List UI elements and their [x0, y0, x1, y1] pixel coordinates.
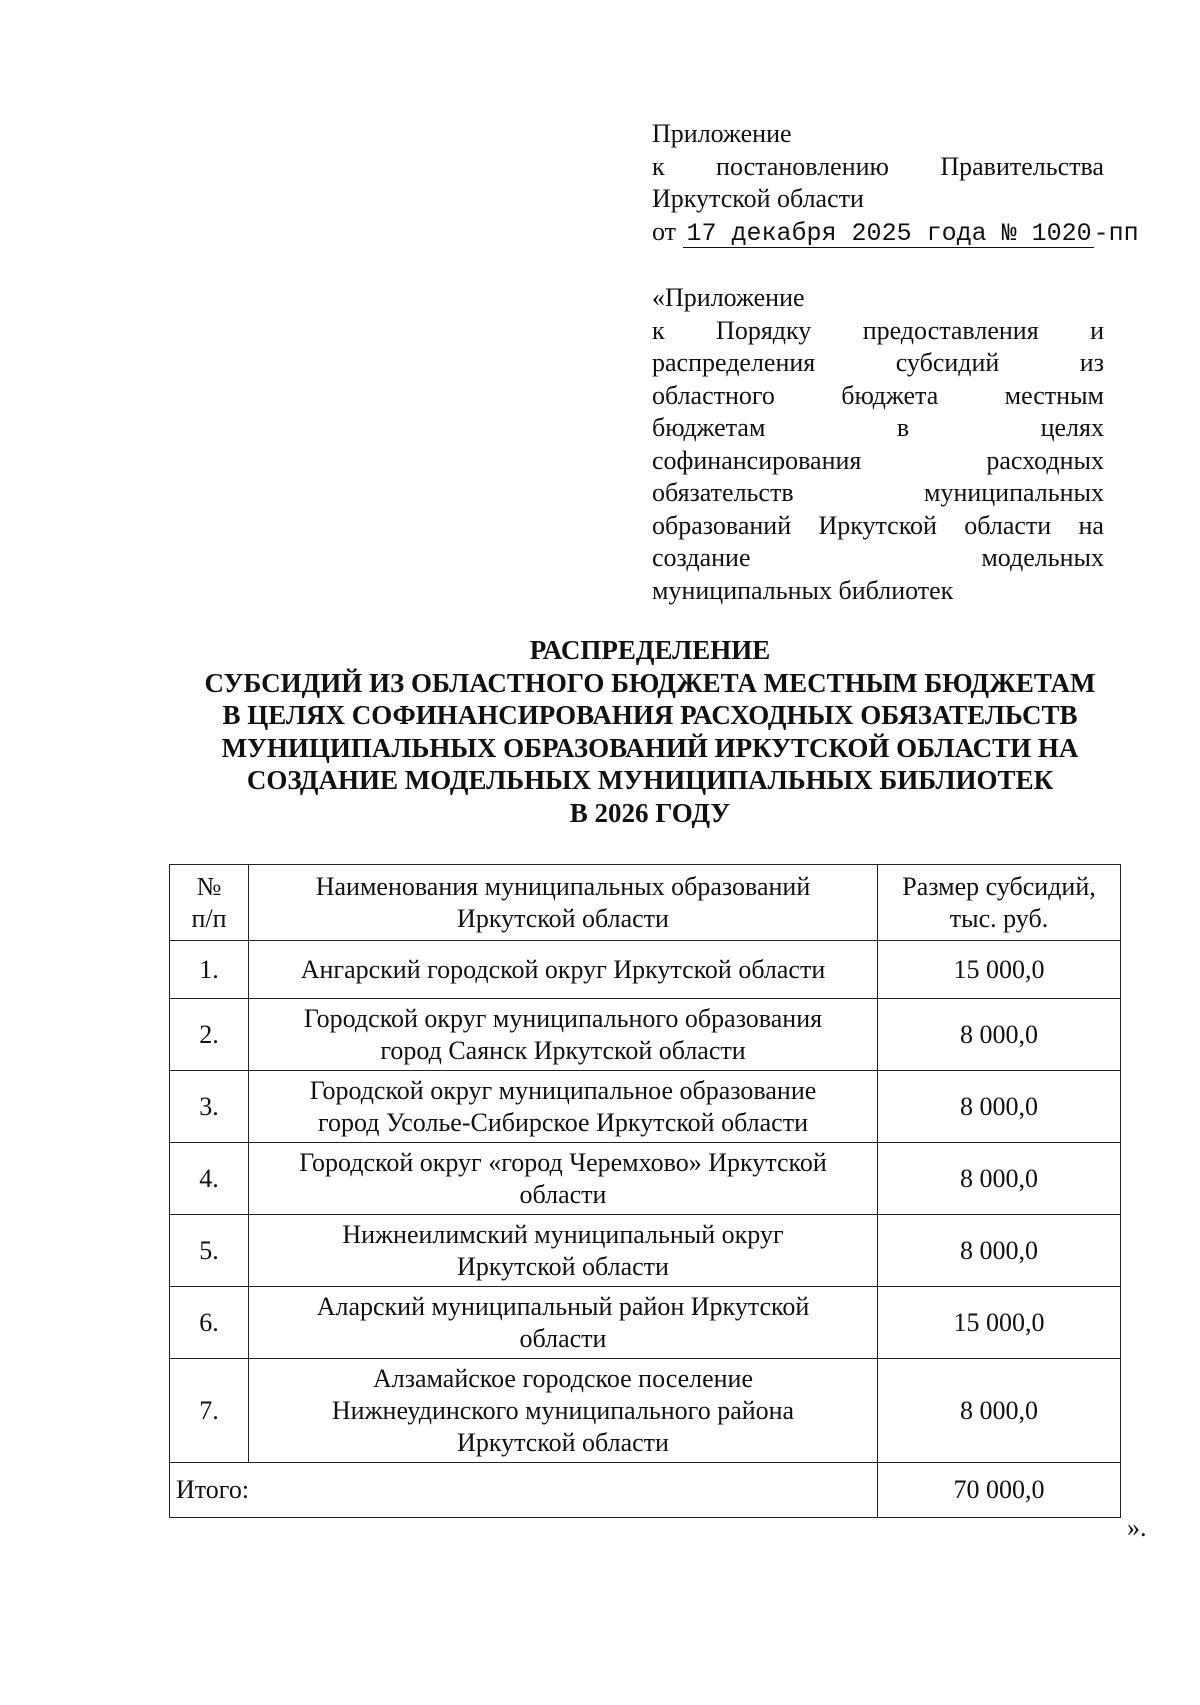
procedure-appendix-word: субсидий: [895, 348, 1000, 377]
procedure-appendix-title: «Приложение: [652, 283, 805, 312]
procedure-appendix-word: из: [1079, 348, 1104, 377]
procedure-appendix-lines: [652, 315, 1104, 575]
header-amount: [878, 865, 1121, 941]
procedure-appendix-word: софинансирования: [652, 445, 862, 475]
header-number: [170, 865, 249, 941]
appendix-word: постановлению: [716, 151, 889, 181]
procedure-appendix-word: модельных: [981, 543, 1104, 572]
procedure-appendix-line: [652, 347, 1104, 380]
appendix-title: Приложение: [652, 119, 792, 148]
procedure-appendix-word: создание: [652, 543, 751, 572]
header-text: Размер субсидий,: [902, 871, 1096, 901]
row-amount: 8 000,0: [878, 1359, 1121, 1463]
procedure-appendix-word: обязательств: [652, 478, 794, 507]
row-amount: 8 000,0: [878, 1215, 1121, 1287]
table-row: [170, 1359, 1121, 1463]
table-row: [170, 999, 1121, 1071]
row-name-line: город Усолье-Сибирское Иркутской области: [317, 1107, 808, 1137]
procedure-appendix-word: бюджетам: [652, 413, 766, 442]
row-name: [249, 1215, 878, 1287]
title-line: В ЦЕЛЯХ СОФИНАНСИРОВАНИЯ РАСХОДНЫХ ОБЯЗАТЕЛЬСТВ: [222, 700, 1078, 730]
procedure-appendix-line: [652, 412, 1104, 445]
procedure-appendix-word: в: [896, 413, 910, 442]
row-name-line: Иркутской области: [457, 1427, 669, 1457]
header-text: тыс. руб.: [949, 903, 1049, 933]
header-text: Наименования муниципальных образований: [315, 871, 811, 901]
procedure-appendix-word: и: [1090, 315, 1104, 345]
procedure-appendix-last-line: муниципальных библиотек: [652, 575, 954, 605]
table-row: [170, 941, 1121, 999]
row-number: 2.: [170, 999, 249, 1071]
row-name-line: области: [519, 1323, 607, 1353]
date-suffix: -пп: [1093, 218, 1139, 248]
row-name-line: Городской округ «город Черемхово» Иркутской: [299, 1147, 827, 1177]
appendix-word: Правительства: [940, 151, 1104, 181]
procedure-appendix-line: [652, 477, 1104, 510]
row-amount: 8 000,0: [878, 999, 1121, 1071]
row-name-line: Иркутской области: [457, 1251, 669, 1281]
procedure-appendix-word: на: [1078, 510, 1104, 540]
procedure-appendix-word: областного: [652, 380, 775, 410]
procedure-appendix-word: к: [652, 315, 665, 345]
table-total-row: [170, 1463, 1121, 1518]
row-name: [249, 1287, 878, 1359]
row-number: 4.: [170, 1143, 249, 1215]
header-name: [249, 865, 878, 941]
row-number: 5.: [170, 1215, 249, 1287]
procedure-appendix-word: расходных: [986, 445, 1104, 475]
header-text: №: [196, 871, 222, 901]
row-name-line: Нижнеилимский муниципальный округ: [342, 1219, 784, 1249]
procedure-appendix-line: [652, 315, 1104, 348]
procedure-appendix-line: [652, 542, 1104, 575]
row-name-line: Аларский муниципальный район Иркутской: [316, 1291, 810, 1321]
procedure-appendix: [652, 282, 1104, 607]
row-name-line: области: [519, 1179, 607, 1209]
table-row: [170, 1143, 1121, 1215]
appendix-line-2: [652, 151, 1104, 184]
procedure-appendix-line: [652, 445, 1104, 478]
row-name: [249, 1071, 878, 1143]
document-title: [150, 634, 1150, 829]
table-row: [170, 1287, 1121, 1359]
table-body: [170, 941, 1121, 1463]
procedure-appendix-word: области: [964, 510, 1052, 540]
row-name-line: Нижнеудинского муниципального района: [331, 1395, 795, 1425]
row-number: 3.: [170, 1071, 249, 1143]
row-amount: 15 000,0: [878, 941, 1121, 999]
procedure-appendix-word: местным: [1004, 380, 1104, 410]
appendix-line-3: Иркутской области: [652, 184, 864, 213]
procedure-appendix-word: Порядку: [716, 315, 812, 345]
date-value: 17 декабря 2025 года № 1020: [683, 221, 1094, 248]
title-line: СОЗДАНИЕ МОДЕЛЬНЫХ МУНИЦИПАЛЬНЫХ БИБЛИОТЕК: [246, 765, 1054, 795]
procedure-appendix-word: муниципальных: [923, 478, 1104, 507]
procedure-appendix-line: [652, 510, 1104, 543]
procedure-appendix-word: образований: [652, 510, 792, 540]
procedure-appendix-line: [652, 380, 1104, 413]
row-name: [249, 999, 878, 1071]
appendix-date-line: [652, 216, 1139, 251]
row-name-line: Алзамайское городское поселение: [372, 1363, 754, 1393]
table-row: [170, 1071, 1121, 1143]
title-line: СУБСИДИЙ ИЗ ОБЛАСТНОГО БЮДЖЕТА МЕСТНЫМ БЮДЖЕТАМ: [204, 667, 1096, 698]
row-number: 1.: [170, 941, 249, 999]
row-name: [249, 1143, 878, 1215]
row-number: 7.: [170, 1359, 249, 1463]
procedure-appendix-word: Иркутской: [818, 510, 937, 540]
procedure-appendix-word: распределения: [652, 348, 816, 377]
appendix-header: [652, 118, 1139, 250]
row-amount: 8 000,0: [878, 1143, 1121, 1215]
table-row: [170, 1215, 1121, 1287]
title-line: МУНИЦИПАЛЬНЫХ ОБРАЗОВАНИЙ ИРКУТСКОЙ ОБЛАСТИ НА: [221, 732, 1079, 763]
total-value: 70 000,0: [878, 1463, 1121, 1518]
procedure-appendix-word: целях: [1040, 413, 1104, 442]
date-prefix: от: [652, 216, 677, 246]
header-text: Иркутской области: [457, 903, 669, 933]
row-name-line: город Саянск Иркутской области: [380, 1035, 746, 1065]
title-line: В 2026 ГОДУ: [569, 797, 731, 828]
row-amount: 15 000,0: [878, 1287, 1121, 1359]
procedure-appendix-word: бюджета: [841, 380, 939, 410]
title-line: РАСПРЕДЕЛЕНИЕ: [529, 635, 771, 665]
row-name-line: Городской округ муниципального образования: [303, 1003, 823, 1033]
row-number: 6.: [170, 1287, 249, 1359]
row-name-line: Ангарский городской округ Иркутской области: [300, 954, 826, 984]
row-name: [249, 941, 878, 999]
procedure-appendix-word: предоставления: [862, 315, 1039, 345]
closing-quote: ».: [1127, 1513, 1147, 1542]
total-label: Итого:: [170, 1463, 878, 1518]
distribution-table: [169, 864, 1121, 1518]
row-name-line: Городской округ муниципальное образование: [309, 1075, 817, 1105]
row-amount: 8 000,0: [878, 1071, 1121, 1143]
row-name: [249, 1359, 878, 1463]
table-header-row: [170, 865, 1121, 941]
appendix-word: к: [652, 151, 665, 181]
header-text: п/п: [191, 903, 227, 933]
